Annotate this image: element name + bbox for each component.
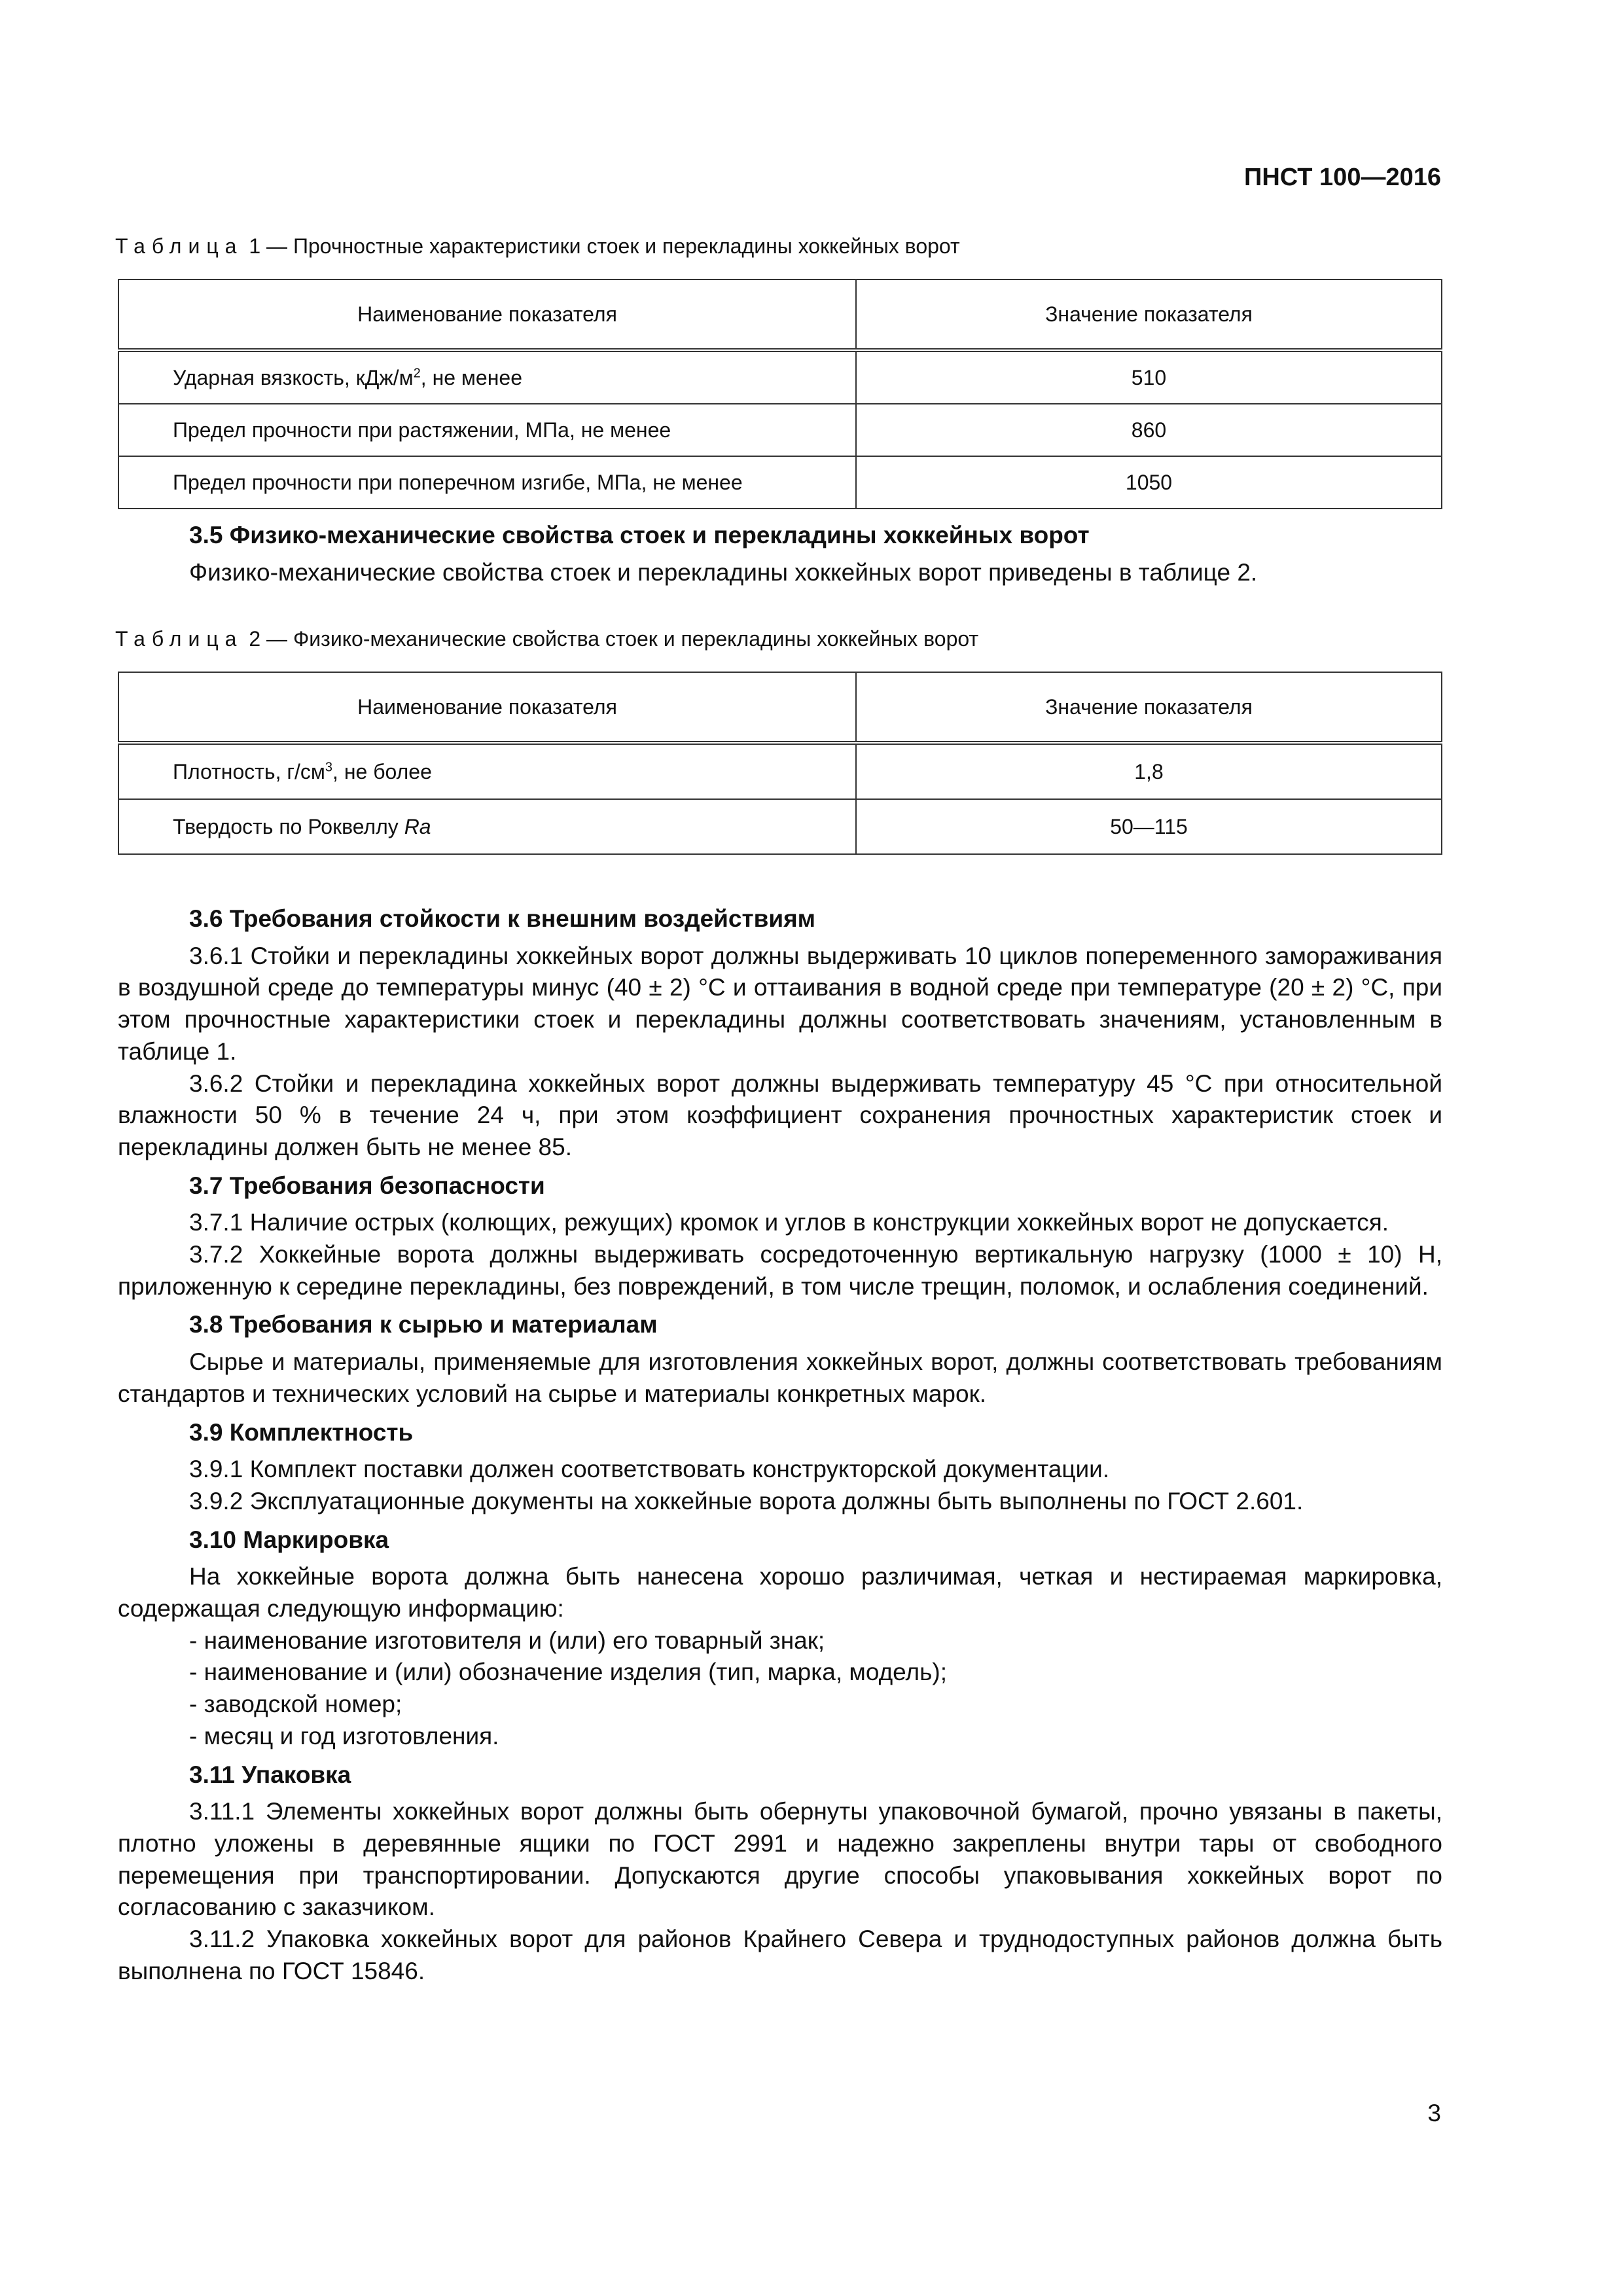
paragraph: 3.7.2 Хоккейные ворота должны выдерживать сосредоточенную вертикальную нагрузку (1000 ± 10) Н, приложенную к середине перекладины, без повреждений, в том числе трещин, поломок, и ослабления соединений. [118,1241,1442,1300]
paragraph: 3.6.1 Стойки и перекладины хоккейных ворот должны выдерживать 10 циклов попеременного замораживания в воздушной среде до температуры минус (40 ± 2) °С и оттаивания в водной среде при температуре (20 ± 2) °С, при этом прочностные характеристики стоек и перекладины должны соответствовать значениям, установленным в таблице 1. [118,942,1442,1065]
section-heading: 3.7 Требования безопасности [189,1172,545,1199]
column-header: Значение показателя [856,279,1442,350]
caption-text: — Прочностные характеристики стоек и перекладины хоккейных ворот [266,234,960,258]
paragraph: Физико-механические свойства стоек и перекладины хоккейных ворот приведены в таблице 2. [189,558,1258,586]
cell-name [118,350,856,404]
cell-text: Плотность, г/см [173,759,325,783]
italic-symbol: Ra [404,814,431,838]
section-heading: 3.10 Маркировка [189,1526,389,1553]
caption-number: 1 [249,234,261,258]
column-header: Значение показателя [856,672,1442,743]
paragraph: 3.9.2 Эксплуатационные документы на хоккейные ворота должны быть выполнены по ГОСТ 2.601. [189,1487,1304,1515]
document-code: ПНСТ 100—2016 [1244,164,1441,191]
table1-caption [115,234,960,259]
caption-text: — Физико-механические свойства стоек и перекладины хоккейных ворот [266,627,979,651]
superscript: 3 [325,759,333,774]
table-row [118,456,1442,509]
table2-caption [115,627,978,651]
paragraph: 3.11.1 Элементы хоккейных ворот должны быть обернуты упаковочной бумагой, прочно увязаны в пакеты, плотно уложены в деревянные ящики по ГОСТ 2991 и надежно закреплены внутри тары от свободного перемещения при транспортировании. Допускаются другие способы упаковывания хоккейных ворот по согласованию с заказчиком. [118,1798,1442,1921]
body-text [118,903,1442,1988]
paragraph: На хоккейные ворота должна быть нанесена хорошо различимая, четкая и нестираемая маркировка, содержащая следующую информацию: [118,1563,1442,1623]
caption-word: Таблица [115,234,243,258]
paragraph: Сырье и материалы, применяемые для изготовления хоккейных ворот, должны соответствовать требованиям стандартов и технических условий на сырье и материалы конкретных марок. [118,1348,1442,1407]
caption-number: 2 [249,627,261,651]
list-item: - наименование изготовителя и (или) его товарный знак; [189,1626,825,1654]
cell-name [118,743,856,799]
table-1 [118,279,1442,509]
cell-text: Ударная вязкость, кДж/м [173,365,414,389]
superscript: 2 [413,365,421,380]
cell-name: Предел прочности при поперечном изгибе, МПа, не менее [118,456,856,509]
cell-value: 50—115 [856,799,1442,854]
caption-word: Таблица [115,627,243,651]
cell-text: Твердость по Роквеллу [173,814,404,838]
section-heading: 3.8 Требования к сырью и материалам [189,1311,658,1338]
paragraph: 3.11.2 Упаковка хоккейных ворот для районов Крайнего Севера и труднодоступных районов должна быть выполнена по ГОСТ 15846. [118,1926,1442,1984]
section-heading: 3.6 Требования стойкости к внешним воздействиям [189,905,816,932]
table-row [118,743,1442,799]
section-3-5 [118,520,1442,588]
cell-value: 1,8 [856,743,1442,799]
list-item: - заводской номер; [189,1691,402,1718]
page-number: 3 [1427,2100,1441,2126]
cell-value: 1050 [856,456,1442,509]
column-header: Наименование показателя [118,672,856,743]
paragraph: 3.7.1 Наличие острых (колющих, режущих) кромок и углов в конструкции хоккейных ворот не допускается. [189,1209,1389,1236]
cell-name [118,799,856,854]
list-item: - наименование и (или) обозначение изделия (тип, марка, модель); [189,1659,947,1686]
paragraph: 3.6.2 Стойки и перекладина хоккейных ворот должны выдерживать температуру 45 °С при относительной влажности 50 % в течение 24 ч, при этом коэффициент сохранения прочностных характеристик стоек и перекладины должен быть не менее 85. [118,1069,1442,1160]
table-row [118,404,1442,456]
section-heading: 3.5 Физико-механические свойства стоек и перекладины хоккейных ворот [189,522,1090,548]
cell-text: , не менее [420,365,522,389]
column-header: Наименование показателя [118,279,856,350]
section-heading: 3.9 Комплектность [189,1418,414,1446]
cell-value: 510 [856,350,1442,404]
section-heading: 3.11 Упаковка [189,1761,351,1788]
table-row [118,799,1442,854]
paragraph: 3.9.1 Комплект поставки должен соответствовать конструкторской документации. [189,1456,1110,1483]
list-item: - месяц и год изготовления. [189,1722,499,1749]
table-2 [118,672,1442,855]
cell-text: , не более [332,759,432,783]
cell-value: 860 [856,404,1442,456]
table-row [118,350,1442,404]
cell-name: Предел прочности при растяжении, МПа, не менее [118,404,856,456]
